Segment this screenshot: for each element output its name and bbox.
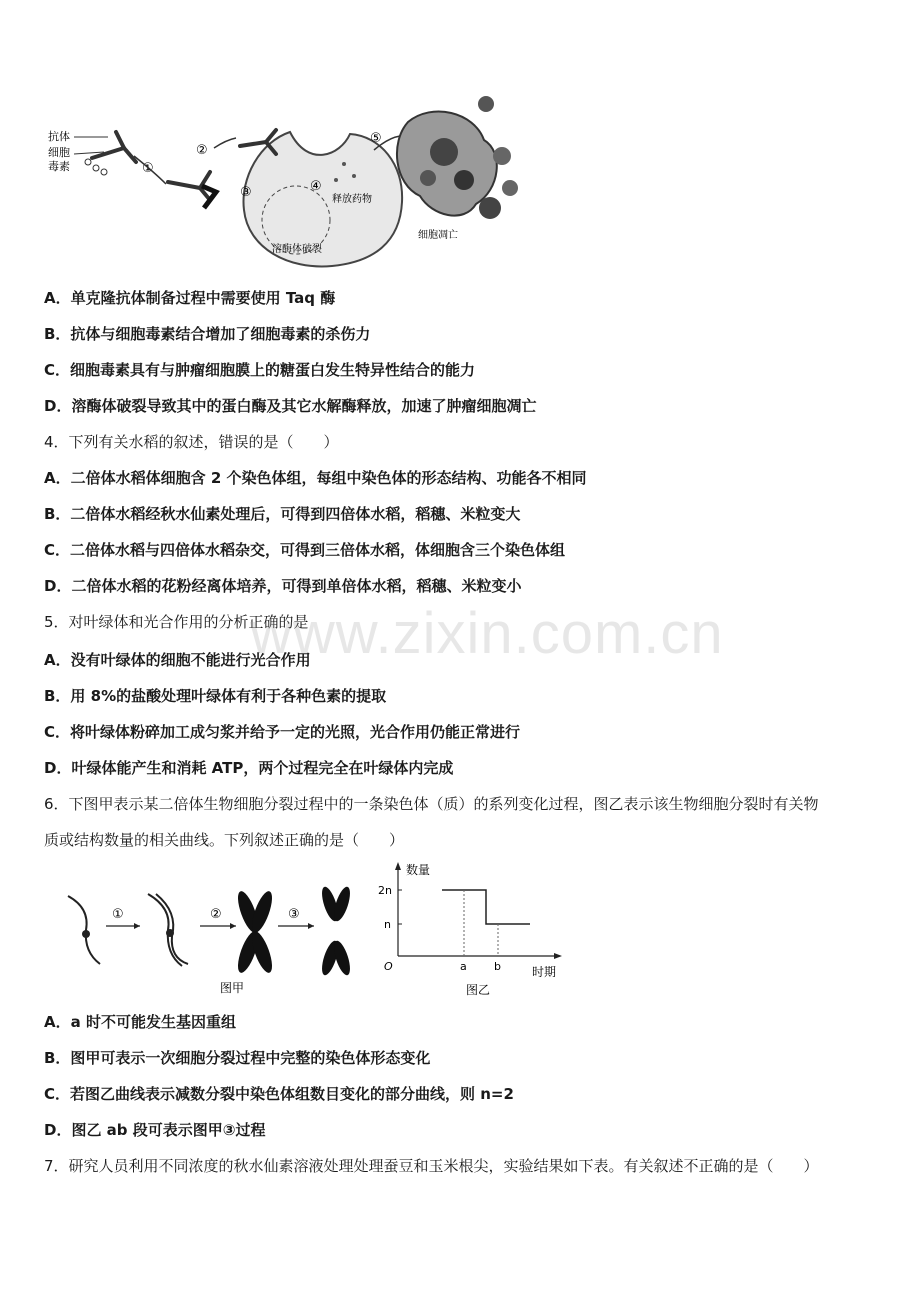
q3-option-d: D．溶酶体破裂导致其中的蛋白酶及其它水解酶释放，加速了肿瘤细胞凋亡: [44, 397, 537, 415]
yi-ylabel: 数量: [406, 863, 431, 877]
q5-option-b: B．用 8%的盐酸处理叶绿体有利于各种色素的提取: [44, 687, 387, 705]
condensed-chromosome-icon: [234, 889, 276, 975]
step1-label: ①: [142, 161, 154, 176]
q7-stem: 7．研究人员利用不同浓度的秋水仙素溶液处理处理蚕豆和玉米根尖，实验结果如下表。有关叙述不正确的是（ ）: [44, 1157, 819, 1175]
yi-xtick-b: b: [494, 960, 501, 973]
step3-label: ③: [240, 185, 252, 200]
q4-option-a: A．二倍体水稻体细胞含 2 个染色体组，每组中染色体的形态结构、功能各不相同: [44, 469, 587, 487]
q6-option-a: A．a 时不可能发生基因重组: [44, 1013, 236, 1031]
yi-ytick-2n: 2n: [378, 884, 392, 897]
yi-curve: [442, 890, 530, 924]
label-toxin-2: 毒素: [48, 160, 70, 173]
yi-xlabel: 时期: [532, 965, 557, 979]
q6-stem-line1: 6．下图甲表示某二倍体生物细胞分裂过程中的一条染色体（质）的系列变化过程，图乙表示该生物细胞分裂时有关物: [44, 795, 819, 813]
yi-caption: 图乙: [466, 983, 491, 997]
label-release: 释放药物: [332, 194, 372, 205]
label-death: 细胞凋亡: [418, 230, 458, 241]
step4-label: ④: [310, 179, 322, 194]
q6-option-d: D．图乙 ab 段可表示图甲③过程: [44, 1121, 266, 1139]
label-lysosome: 溶酶体破裂: [272, 244, 322, 255]
q6-option-c: C．若图乙曲线表示减数分裂中染色体组数目变化的部分曲线，则 n=2: [44, 1085, 514, 1103]
step2-label: ②: [196, 143, 208, 158]
q3-option-b: B．抗体与细胞毒素结合增加了细胞毒素的杀伤力: [44, 325, 371, 343]
jia-step1: ①: [112, 907, 124, 922]
jia-caption: 图甲: [220, 981, 245, 995]
q5-option-a: A．没有叶绿体的细胞不能进行光合作用: [44, 651, 311, 669]
q5-stem: 5．对叶绿体和光合作用的分析正确的是: [44, 613, 309, 631]
adc-mechanism-figure: [44, 92, 524, 277]
q5-option-c: C．将叶绿体粉碎加工成匀浆并给予一定的光照，光合作用仍能正常进行: [44, 723, 521, 741]
label-antibody: 抗体: [48, 130, 70, 143]
q4-option-b: B．二倍体水稻经秋水仙素处理后，可得到四倍体水稻，稻穗、米粒变大: [44, 505, 521, 523]
q4-option-c: C．二倍体水稻与四倍体水稻杂交，可得到三倍体水稻，体细胞含三个染色体组: [44, 541, 566, 559]
watermark: www.zixin.com.cn: [250, 601, 724, 666]
figure-yi: [376, 858, 576, 1000]
separated-chromatids-icon: [319, 885, 354, 977]
q5-option-d: D．叶绿体能产生和消耗 ATP，两个过程完全在叶绿体内完成: [44, 759, 454, 777]
chromatin-icon: [68, 896, 100, 964]
label-toxin-1: 细胞: [48, 146, 70, 159]
q6-stem-line2: 质或结构数量的相关曲线。下列叙述正确的是（ ）: [44, 831, 405, 849]
jia-step3: ③: [288, 907, 300, 922]
yi-origin: O: [384, 960, 393, 973]
yi-xtick-a: a: [460, 960, 467, 973]
jia-step2: ②: [210, 907, 222, 922]
q4-stem: 4．下列有关水稻的叙述，错误的是（ ）: [44, 433, 339, 451]
figure-jia: [60, 878, 370, 1000]
yi-ytick-n: n: [384, 918, 391, 931]
q6-option-b: B．图甲可表示一次细胞分裂过程中完整的染色体形态变化: [44, 1049, 431, 1067]
q4-option-d: D．二倍体水稻的花粉经离体培养，可得到单倍体水稻，稻穗、米粒变小: [44, 577, 522, 595]
q3-option-a: A．单克隆抗体制备过程中需要使用 Taq 酶: [44, 289, 336, 307]
q3-option-c: C．细胞毒素具有与肿瘤细胞膜上的糖蛋白发生特异性结合的能力: [44, 361, 476, 379]
step5-label: ⑤: [370, 131, 382, 146]
